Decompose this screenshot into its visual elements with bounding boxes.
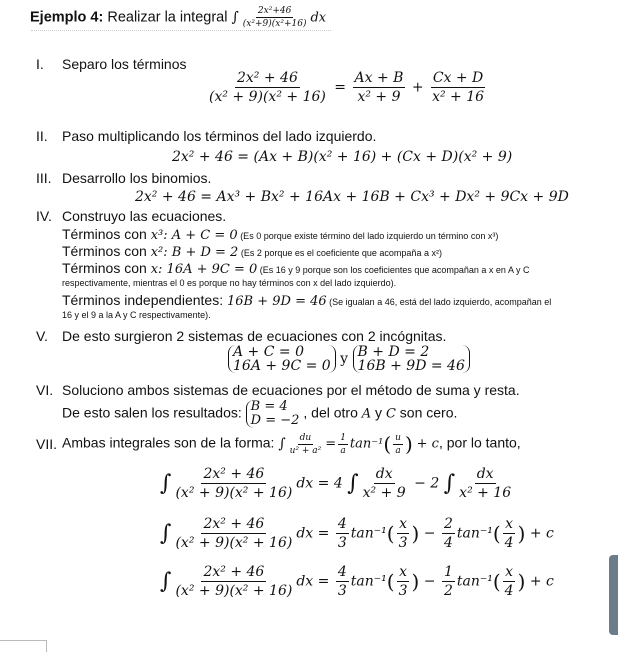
equation: 2x² + 46 = Ax³ + Bx² + 16Ax + 16B + Cx³ + Dx² + 9Cx + 9D: [135, 189, 569, 205]
integral-equation: ∫ $\frac{\text{2x² + 46}}{\text{(x² + 9)(x² + 16)}}$ dx = $\frac{4}{3}$ tan⁻¹( $\frac{x}{3}$ ) − $\frac{2}{4}$ tan⁻¹( $\frac{x}{4}$ ) + c: [160, 516, 554, 551]
note-line: 16 y el 9 a la A y C respectivamente).: [62, 310, 211, 320]
step-number: VI.: [36, 382, 54, 398]
equation: 2x² + 46 = (Ax + B)(x² + 16) + (Cx + D)(x² + 9): [172, 149, 513, 165]
equation-line: Términos con x: 16A + 9C = 0 (Es 16 y 9 porque son los coeficientes que acompañan a x en A y C: [62, 260, 530, 277]
equation-line: Términos con x³: A + C = 0 (Es 0 porque existe término del lado izquierdo un término con x³): [62, 226, 499, 243]
step-number: II.: [36, 128, 48, 144]
integral-equation: ∫ $\frac{\text{2x² + 46}}{\text{(x² + 9)(x² + 16)}}$ dx = $\frac{4}{3}$ tan⁻¹( $\frac{x}{3}$ ) − $\frac{1}{2}$ tan⁻¹( $\frac{x}{4}$ ) + c: [160, 564, 554, 599]
equation-line: Términos con x²: B + D = 2 (Es 2 porque es el coeficiente que acompaña a x²): [62, 243, 442, 260]
step-heading: Desarrollo los binomios.: [62, 170, 212, 186]
step-heading: De esto surgieron 2 sistemas de ecuaciones con 2 incógnitas.: [62, 328, 447, 344]
step-number: V.: [36, 328, 48, 344]
results-line: De esto salen los resultados: B = 4 D = −2 , del otro A y C son cero.: [62, 399, 458, 428]
step-heading: Ambas integrales son de la forma: ∫ $\frac{du}{\text{u² + a²}}$ = $\frac{1}{a}$ tan⁻¹( $\frac{u}{a}$ ) + c, por lo tanto,: [62, 432, 521, 456]
header-divider: [31, 30, 331, 32]
step-heading: Paso multiplicando los términos del lado izquierdo.: [62, 128, 377, 144]
equation-systems: A + C = 0 16A + 9C = 0 y B + D = 2 16B + 9D = 46: [228, 345, 470, 373]
step-heading: Separo los términos: [62, 56, 187, 72]
step-number: III.: [36, 170, 52, 186]
step-heading: Construyo las ecuaciones.: [62, 208, 227, 224]
page-title: Ejemplo 4: Realizar la integral ∫ $\frac{\text{2x²+46}}{\text{(x²+9)(x²+16)}}$ dx: [30, 6, 327, 29]
note-line: respectivamente, mientras el 0 es porque no hay términos con x del lado izquierdo).: [62, 278, 397, 288]
equation: $\frac{\text{2x² + 46}}{\text{(x² + 9)(x² + 16)}}$ = $\frac{Ax + B}{\text{x² + 9}}$ + $\frac{Cx + D}{\text{x² + 16}}$: [209, 70, 485, 105]
page-corner: [0, 640, 47, 652]
scroll-handle[interactable]: [609, 555, 618, 635]
integral-equation: ∫ $\frac{\text{2x² + 46}}{\text{(x² + 9)(x² + 16)}}$ dx = 4 ∫ $\frac{dx}{\text{x² + 9}}$ − 2 ∫ $\frac{dx}{\text{x² + 16}}$: [160, 466, 512, 501]
step-number: VII.: [36, 436, 58, 452]
equation-line: Términos independientes: 16B + 9D = 46 (Se igualan a 46, está del lado izquierdo, acompañan el: [62, 292, 552, 309]
step-number: IV.: [36, 208, 52, 224]
step-heading: Soluciono ambos sistemas de ecuaciones por el método de suma y resta.: [62, 382, 520, 398]
step-number: I.: [36, 56, 44, 72]
